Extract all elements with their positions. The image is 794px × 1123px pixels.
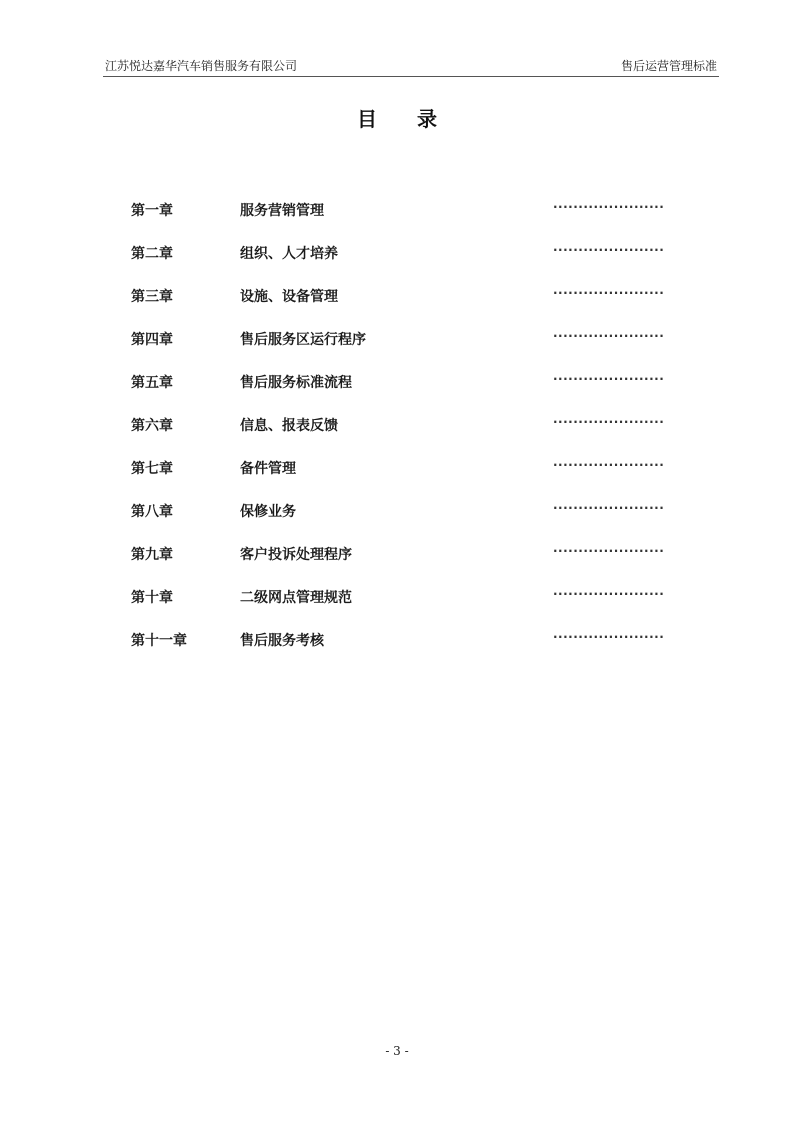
toc-item-name: 组织、人才培养 (240, 246, 338, 262)
toc-item[interactable] (0, 630, 794, 656)
toc-item-name: 服务营销管理 (240, 203, 324, 219)
toc-item-chapter: 第四章 (131, 332, 173, 348)
toc-item[interactable] (0, 458, 794, 484)
toc-item-chapter: 第六章 (131, 418, 173, 434)
toc-item-name: 售后服务标准流程 (240, 375, 352, 391)
toc-item-chapter: 第一章 (131, 203, 173, 219)
toc-item-leader: ······················ (553, 329, 665, 343)
toc-item-chapter: 第五章 (131, 375, 173, 391)
toc-item-leader: ······················ (553, 286, 665, 300)
toc-item[interactable] (0, 372, 794, 398)
toc-item-chapter: 第十一章 (131, 633, 187, 649)
toc-item-name: 备件管理 (240, 461, 296, 477)
toc-item-leader: ······················ (553, 630, 665, 644)
toc-item[interactable] (0, 286, 794, 312)
toc-title: 目录 (357, 107, 477, 131)
toc-item-name: 设施、设备管理 (240, 289, 338, 305)
toc-item-chapter: 第十章 (131, 590, 173, 606)
toc-item-leader: ······················ (553, 501, 665, 515)
toc-item-leader: ······················ (553, 587, 665, 601)
toc-item[interactable] (0, 329, 794, 355)
toc-item[interactable] (0, 501, 794, 527)
toc-item-leader: ······················ (553, 243, 665, 257)
toc-item-name: 售后服务区运行程序 (240, 332, 366, 348)
toc-item-leader: ······················ (553, 458, 665, 472)
toc-item[interactable] (0, 415, 794, 441)
toc-item-chapter: 第九章 (131, 547, 173, 563)
toc-item-leader: ······················ (553, 372, 665, 386)
toc-item-name: 二级网点管理规范 (240, 590, 352, 606)
toc-item[interactable] (0, 200, 794, 226)
page-number: - 3 - (385, 1044, 409, 1058)
toc-item-leader: ······················ (553, 200, 665, 214)
toc-item-leader: ······················ (553, 544, 665, 558)
toc-item-chapter: 第二章 (131, 246, 173, 262)
header-company-name: 江苏悦达嘉华汽车销售服务有限公司 (105, 59, 298, 73)
header-document-name: 售后运营管理标准 (620, 59, 717, 73)
toc-item-name: 售后服务考核 (240, 633, 324, 649)
toc-item[interactable] (0, 587, 794, 613)
toc-item-chapter: 第八章 (131, 504, 173, 520)
toc-item-name: 信息、报表反馈 (240, 418, 338, 434)
toc-item[interactable] (0, 243, 794, 269)
page-header (103, 56, 719, 77)
toc-item-chapter: 第三章 (131, 289, 173, 305)
toc-item-name: 客户投诉处理程序 (240, 547, 352, 563)
toc-item-name: 保修业务 (240, 504, 296, 520)
toc-item-leader: ······················ (553, 415, 665, 429)
toc-item[interactable] (0, 544, 794, 570)
toc-item-chapter: 第七章 (131, 461, 173, 477)
